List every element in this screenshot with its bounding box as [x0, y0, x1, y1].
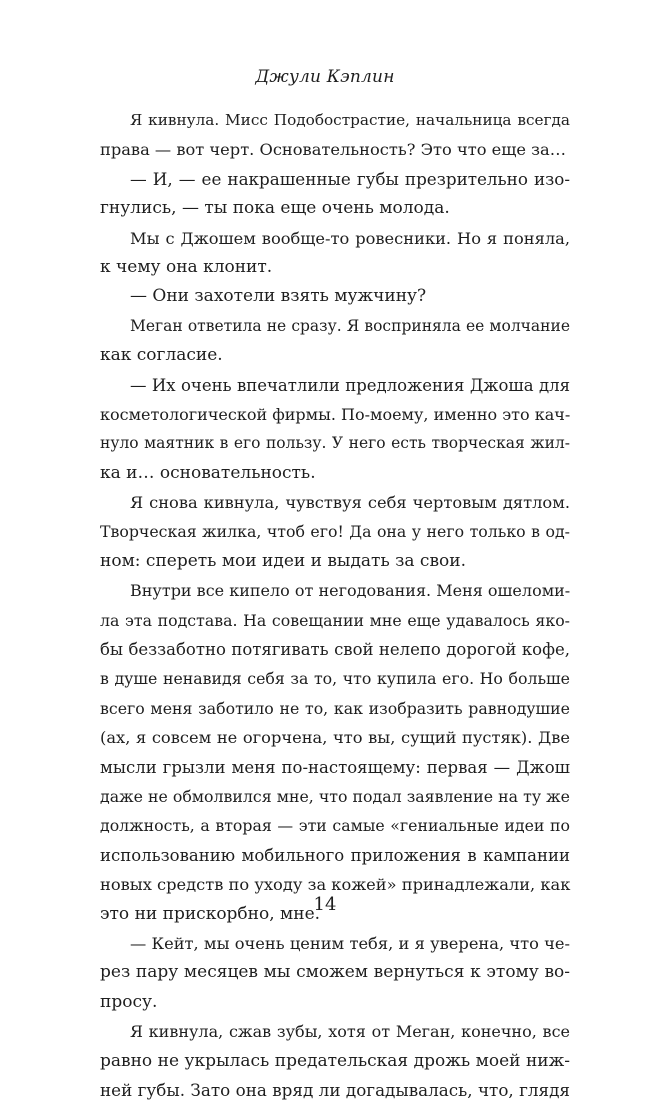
text-line: Внутри все кипело от негодования. Меня ошеломи-: [130, 581, 571, 601]
text-line: просу.: [100, 991, 158, 1012]
text-line: Меган ответила не сразу. Я восприняла ее молчание: [130, 316, 570, 335]
text-line: Я кивнула, сжав зубы, хотя от Меган, конечно, все: [130, 1022, 570, 1042]
text-line: это ни прискорбно, мне.: [100, 903, 321, 924]
body-text: [100, 106, 570, 1105]
text-line: к чему она клонит.: [100, 256, 273, 277]
text-line: Я снова кивнула, чувствуя себя чертовым дятлом.: [130, 493, 570, 513]
text-line: всего меня заботило не то, как изобразить равнодушие: [100, 698, 570, 718]
text-line: использованию мобильного приложения в кампании: [100, 845, 570, 865]
text-line: гнулись, — ты пока еще очень молода.: [100, 198, 450, 219]
text-line: права — вот черт. Основательность? Это что еще за…: [100, 140, 566, 160]
text-line: Мы с Джошем вообще-то ровесники. Но я поняла,: [130, 228, 570, 248]
text-line: — Они захотели взять мужчину?: [130, 286, 427, 307]
text-line: ка и… основательность.: [100, 462, 316, 483]
text-line: даже не обмолвился мне, что подал заявление на ту же: [100, 786, 570, 806]
text-line: как согласие.: [100, 345, 223, 366]
text-line: новых средств по уходу за кожей» принадлежали, как: [100, 875, 571, 895]
text-line: нуло маятник в его пользу. У него есть творческая жил-: [100, 434, 570, 453]
text-line: — Их очень впечатлили предложения Джоша для: [130, 375, 570, 395]
text-line: должность, а вторая — эти самые «гениальные идеи по: [100, 816, 570, 836]
text-line: — Кейт, мы очень ценим тебя, и я уверена, что че-: [130, 933, 570, 953]
running-head-author: Джули Кэплин: [255, 67, 395, 87]
text-line: косметологической фирмы. По-моему, именно это кач-: [100, 404, 571, 424]
text-line: ней губы. Зато она вряд ли догадывалась, что, глядя: [100, 1079, 570, 1100]
text-line: рез пару месяцев мы сможем вернуться к этому во-: [100, 962, 570, 983]
text-line: (ах, я совсем не огорчена, что вы, сущий пустяк). Две: [100, 728, 570, 748]
text-line: ном: спереть мои идеи и выдать за свои.: [100, 550, 466, 571]
text-line: мысли грызли меня по-настоящему: первая — Джош: [100, 757, 570, 777]
text-line: в душе ненавидя себя за то, что купила его. Но больше: [100, 669, 570, 689]
text-line: бы беззаботно потягивать свой нелепо дорогой кофе,: [100, 640, 570, 660]
text-line: ла эта подстава. На совещании мне еще удавалось яко-: [100, 610, 570, 630]
text-line: Я кивнула. Мисс Подобострастие, начальница всегда: [130, 111, 570, 129]
text-line: — И, — ее накрашенные губы презрительно изо-: [130, 168, 570, 189]
text-line: Творческая жилка, чтоб его! Да она у него только в од-: [100, 522, 570, 542]
page-number: 14: [313, 894, 337, 915]
text-line: равно не укрылась предательская дрожь моей ниж-: [100, 1050, 570, 1071]
